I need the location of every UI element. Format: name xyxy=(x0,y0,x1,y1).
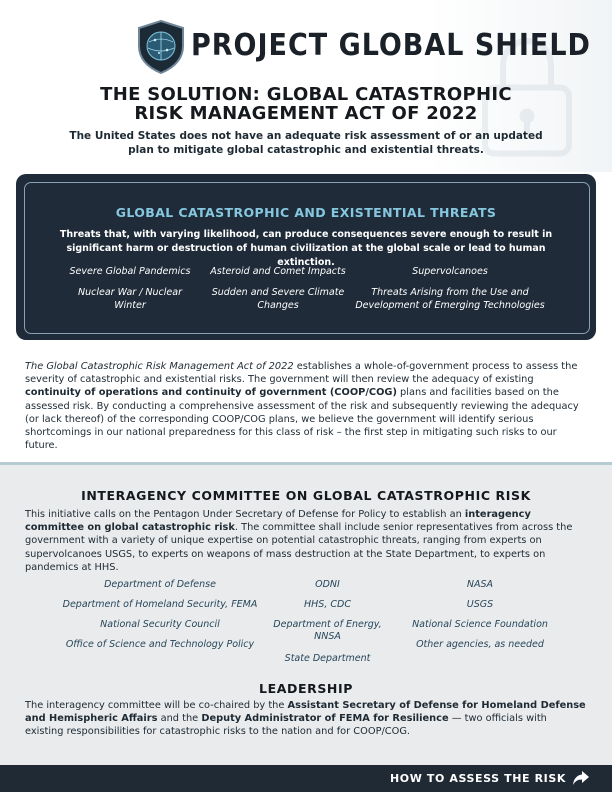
agency-line: Department of Energy, xyxy=(273,619,382,630)
agency-item: National Science Foundation xyxy=(412,619,548,630)
share-arrow-icon[interactable] xyxy=(572,770,590,786)
threat-line: Winter xyxy=(114,300,146,311)
threat-line: Changes xyxy=(257,300,299,311)
threats-desc-line-1: Threats that, with varying likelihood, can produce consequences severe enough to result in xyxy=(59,229,553,240)
brand-name: PROJECT GLOBAL SHIELD xyxy=(191,28,591,63)
threat-item xyxy=(350,286,550,312)
threat-item: Severe Global Pandemics xyxy=(69,266,191,277)
how-to-assess-link[interactable]: HOW TO ASSESS THE RISK xyxy=(389,772,566,785)
shield-logo-icon xyxy=(137,20,185,74)
intro-paragraph xyxy=(25,360,585,452)
threat-line: Nuclear War / Nuclear xyxy=(78,287,182,298)
page-subtitle xyxy=(0,129,612,157)
leadership-text-2: and the xyxy=(157,713,202,725)
title-line-1: THE SOLUTION: GLOBAL CATASTROPHIC xyxy=(100,84,512,105)
threat-line: Threats Arising from the Use and xyxy=(371,287,529,298)
threat-item: Asteroid and Comet Impacts xyxy=(210,266,346,277)
agency-item: State Department xyxy=(284,653,371,664)
title-line-2: RISK MANAGEMENT ACT OF 2022 xyxy=(134,103,478,124)
threats-panel-description xyxy=(50,228,562,270)
agency-item: Office of Science and Technology Policy xyxy=(65,639,255,650)
leadership-title: LEADERSHIP xyxy=(259,681,353,696)
committee-bold: interagency committee on global catastrophic risk xyxy=(25,509,531,534)
threats-desc-line-2: significant harm or destruction of human civilization at the global scale or lead to human extinction. xyxy=(66,243,546,268)
threat-line: Development of Emerging Technologies xyxy=(355,300,545,311)
threat-item xyxy=(200,286,356,312)
threat-line: Sudden and Severe Climate xyxy=(211,287,345,298)
page-title xyxy=(0,85,612,123)
agency-item: USGS xyxy=(466,599,494,610)
intro-text-2: plans and facilities based on the assessed risk. By conducting a comprehensive assessment of the risk and subsequently reviewing the adequacy (or lack thereof) of the corresponding COOP/COG plans, we believe the government will identify serious shortcomings in our national preparedness for this class of risk – the first step in mitigating such risks to our future. xyxy=(25,387,579,452)
agency-item: National Security Council xyxy=(100,619,220,630)
intro-text-1: establishes a whole-of-government process to assess the severity of catastrophic and existential risks. The government will then review the adequacy of existing xyxy=(25,361,578,386)
agency-line: NNSA xyxy=(314,631,341,642)
agency-item: Department of Defense xyxy=(104,579,216,590)
leadership-bold-1: Assistant Secretary of Defense for Homeland Defense and Hemispheric Affairs xyxy=(25,700,586,725)
agency-item xyxy=(250,619,405,643)
agency-item: Other agencies, as needed xyxy=(416,639,544,650)
committee-text-1: This initiative calls on the Pentagon Under Secretary of Defense for Policy to establish an xyxy=(25,509,465,520)
subtitle-line-2: plan to mitigate global catastrophic and existential threats. xyxy=(128,144,484,156)
subtitle-line-1: The United States does not have an adequate risk assessment of or an updated xyxy=(69,130,543,142)
leadership-text-1: The interagency committee will be co-chaired by the xyxy=(25,700,288,711)
threat-item xyxy=(52,286,208,312)
leadership-text-3: — two officials with existing responsibilities for catastrophic risks to the nation and for COOP/COG. xyxy=(25,713,547,738)
act-name: The Global Catastrophic Risk Management Act of 2022 xyxy=(25,361,294,372)
leadership-bold-2: Deputy Administrator of FEMA for Resilience xyxy=(201,713,449,725)
threat-item: Supervolcanoes xyxy=(412,266,488,277)
committee-title: INTERAGENCY COMMITTEE ON GLOBAL CATASTROPHIC RISK xyxy=(81,488,531,503)
agency-item: HHS, CDC xyxy=(304,599,351,610)
intro-bold-coop: continuity of operations and continuity of government (COOP/COG) xyxy=(25,387,397,399)
agency-item: ODNI xyxy=(315,579,340,590)
agency-item: Department of Homeland Security, FEMA xyxy=(62,599,258,610)
threats-panel-title: GLOBAL CATASTROPHIC AND EXISTENTIAL THREATS xyxy=(115,205,497,220)
committee-text-2: . The committee shall include senior representatives from across the government with a variety of unique expertise on potential catastrophic threats, ranging from experts on supervolcanoes USGS, to experts on weapons of mass destruction at the State Department, to experts on pandemics at HHS. xyxy=(25,522,573,573)
agency-item: NASA xyxy=(466,579,494,590)
leadership-paragraph xyxy=(25,699,587,739)
committee-paragraph xyxy=(25,508,587,574)
